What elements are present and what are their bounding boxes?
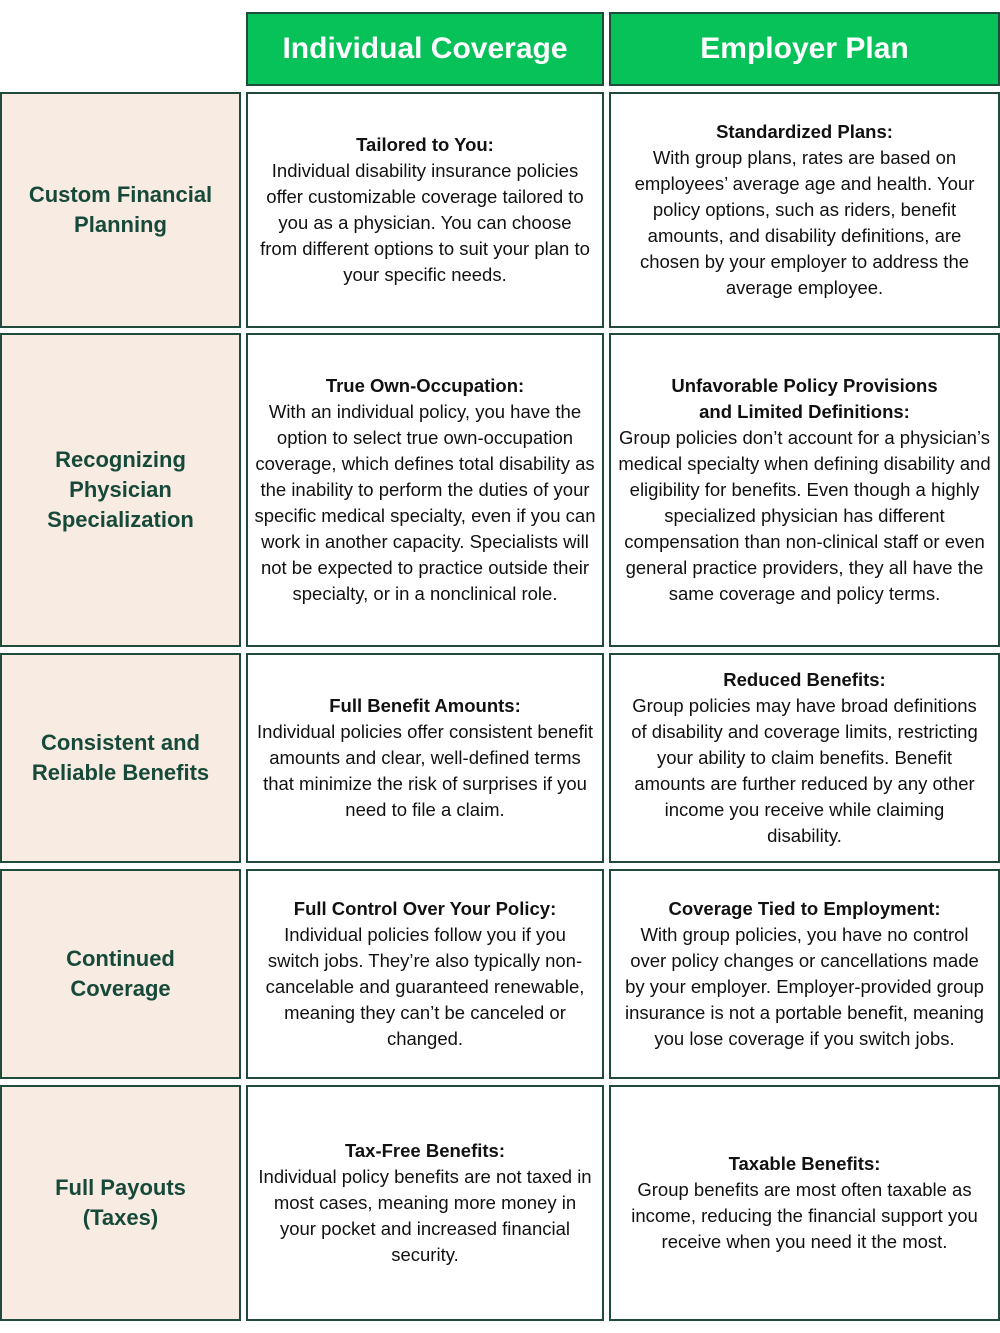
header-employer-plan	[609, 12, 1000, 86]
cell-text: Group policies may have broad definitions of disability and coverage limits, restricting your ability to claim benefits. Benefit amounts are further reduced by any other income you receive while claiming disability.	[631, 695, 978, 846]
cell-text: Group benefits are most often taxable as income, reducing the financial support you receive when you need it the most.	[631, 1179, 978, 1252]
cell-text: Group policies don’t account for a physician’s medical specialty when defining disability and eligibility for benefits. Even though a highly specialized physician has different compensation than non-clinical staff or even general practice providers, they all have the same coverage and policy terms.	[618, 427, 991, 604]
row-label-continued-coverage	[0, 869, 241, 1079]
cell-text: With group policies, you have no control over policy changes or cancellations made by your employer. Employer-provided group insurance is not a portable benefit, meaning you lose coverage if you switch jobs.	[625, 924, 984, 1049]
individual-cell-continued-coverage	[246, 869, 604, 1079]
cell-heading: Tax-Free Benefits:	[344, 1140, 506, 1161]
employer-cell-recognizing-physician-specialization	[609, 333, 1000, 647]
cell-text: With an individual policy, you have the option to select true own-occupation coverage, which defines total disability as the inability to perform the duties of your specific medical specialty, even if you can work in another capacity. Specialists will not be expected to practice outside their specialty, or in a nonclinical role.	[254, 401, 596, 604]
employer-cell-full-payouts-taxes	[609, 1085, 1000, 1321]
employer-cell-continued-coverage	[609, 869, 1000, 1079]
cell-heading: Taxable Benefits:	[728, 1153, 881, 1174]
individual-cell-consistent-and-reliable-benefits	[246, 653, 604, 863]
cell-text: Individual policy benefits are not taxed in most cases, meaning more money in your pocket and increased financial security.	[258, 1166, 592, 1265]
cell-heading: Reduced Benefits:	[723, 669, 886, 690]
cell-text: With group plans, rates are based on employees’ average age and health. Your policy options, such as riders, benefit amounts, and disability definitions, are chosen by your employer to address the average employee.	[634, 147, 975, 298]
cell-heading: Full Control Over Your Policy:	[293, 898, 557, 919]
row-label-text: Consistent and Reliable Benefits	[31, 730, 210, 785]
row-label-text: Continued Coverage	[66, 946, 175, 1001]
cell-heading: Tailored to You:	[356, 134, 494, 155]
cell-text: Individual policies offer consistent benefit amounts and clear, well-defined terms that minimize the risk of surprises if you need to file a claim.	[257, 721, 593, 820]
row-label-text: Custom Financial Planning	[28, 182, 213, 237]
individual-cell-full-payouts-taxes	[246, 1085, 604, 1321]
row-label-consistent-and-reliable-benefits	[0, 653, 241, 863]
cell-heading: Full Benefit Amounts:	[329, 695, 521, 716]
row-label-recognizing-physician-specialization	[0, 333, 241, 647]
individual-cell-recognizing-physician-specialization	[246, 333, 604, 647]
individual-cell-custom-financial-planning	[246, 92, 604, 328]
row-label-text: Recognizing Physician Specialization	[47, 447, 194, 532]
header-individual-coverage	[246, 12, 604, 86]
employer-cell-custom-financial-planning	[609, 92, 1000, 328]
cell-heading: Coverage Tied to Employment:	[668, 898, 941, 919]
cell-heading: Standardized Plans:	[716, 121, 893, 142]
row-label-text: Full Payouts (Taxes)	[55, 1175, 186, 1230]
cell-heading: Unfavorable Policy Provisions and Limited Definitions:	[671, 375, 938, 422]
cell-text: Individual policies follow you if you switch jobs. They’re also typically non-cancelable and guaranteed renewable, meaning they can’t be canceled or changed.	[265, 924, 585, 1049]
cell-heading: True Own-Occupation:	[325, 375, 525, 396]
header-employer-plan-label: Employer Plan	[700, 32, 909, 65]
employer-cell-consistent-and-reliable-benefits	[609, 653, 1000, 863]
cell-text: Individual disability insurance policies offer customizable coverage tailored to you as a physician. You can choose from different options to suit your plan to your specific needs.	[260, 160, 590, 285]
header-individual-coverage-label: Individual Coverage	[282, 32, 568, 65]
row-label-custom-financial-planning	[0, 92, 241, 328]
row-label-full-payouts-taxes	[0, 1085, 241, 1321]
